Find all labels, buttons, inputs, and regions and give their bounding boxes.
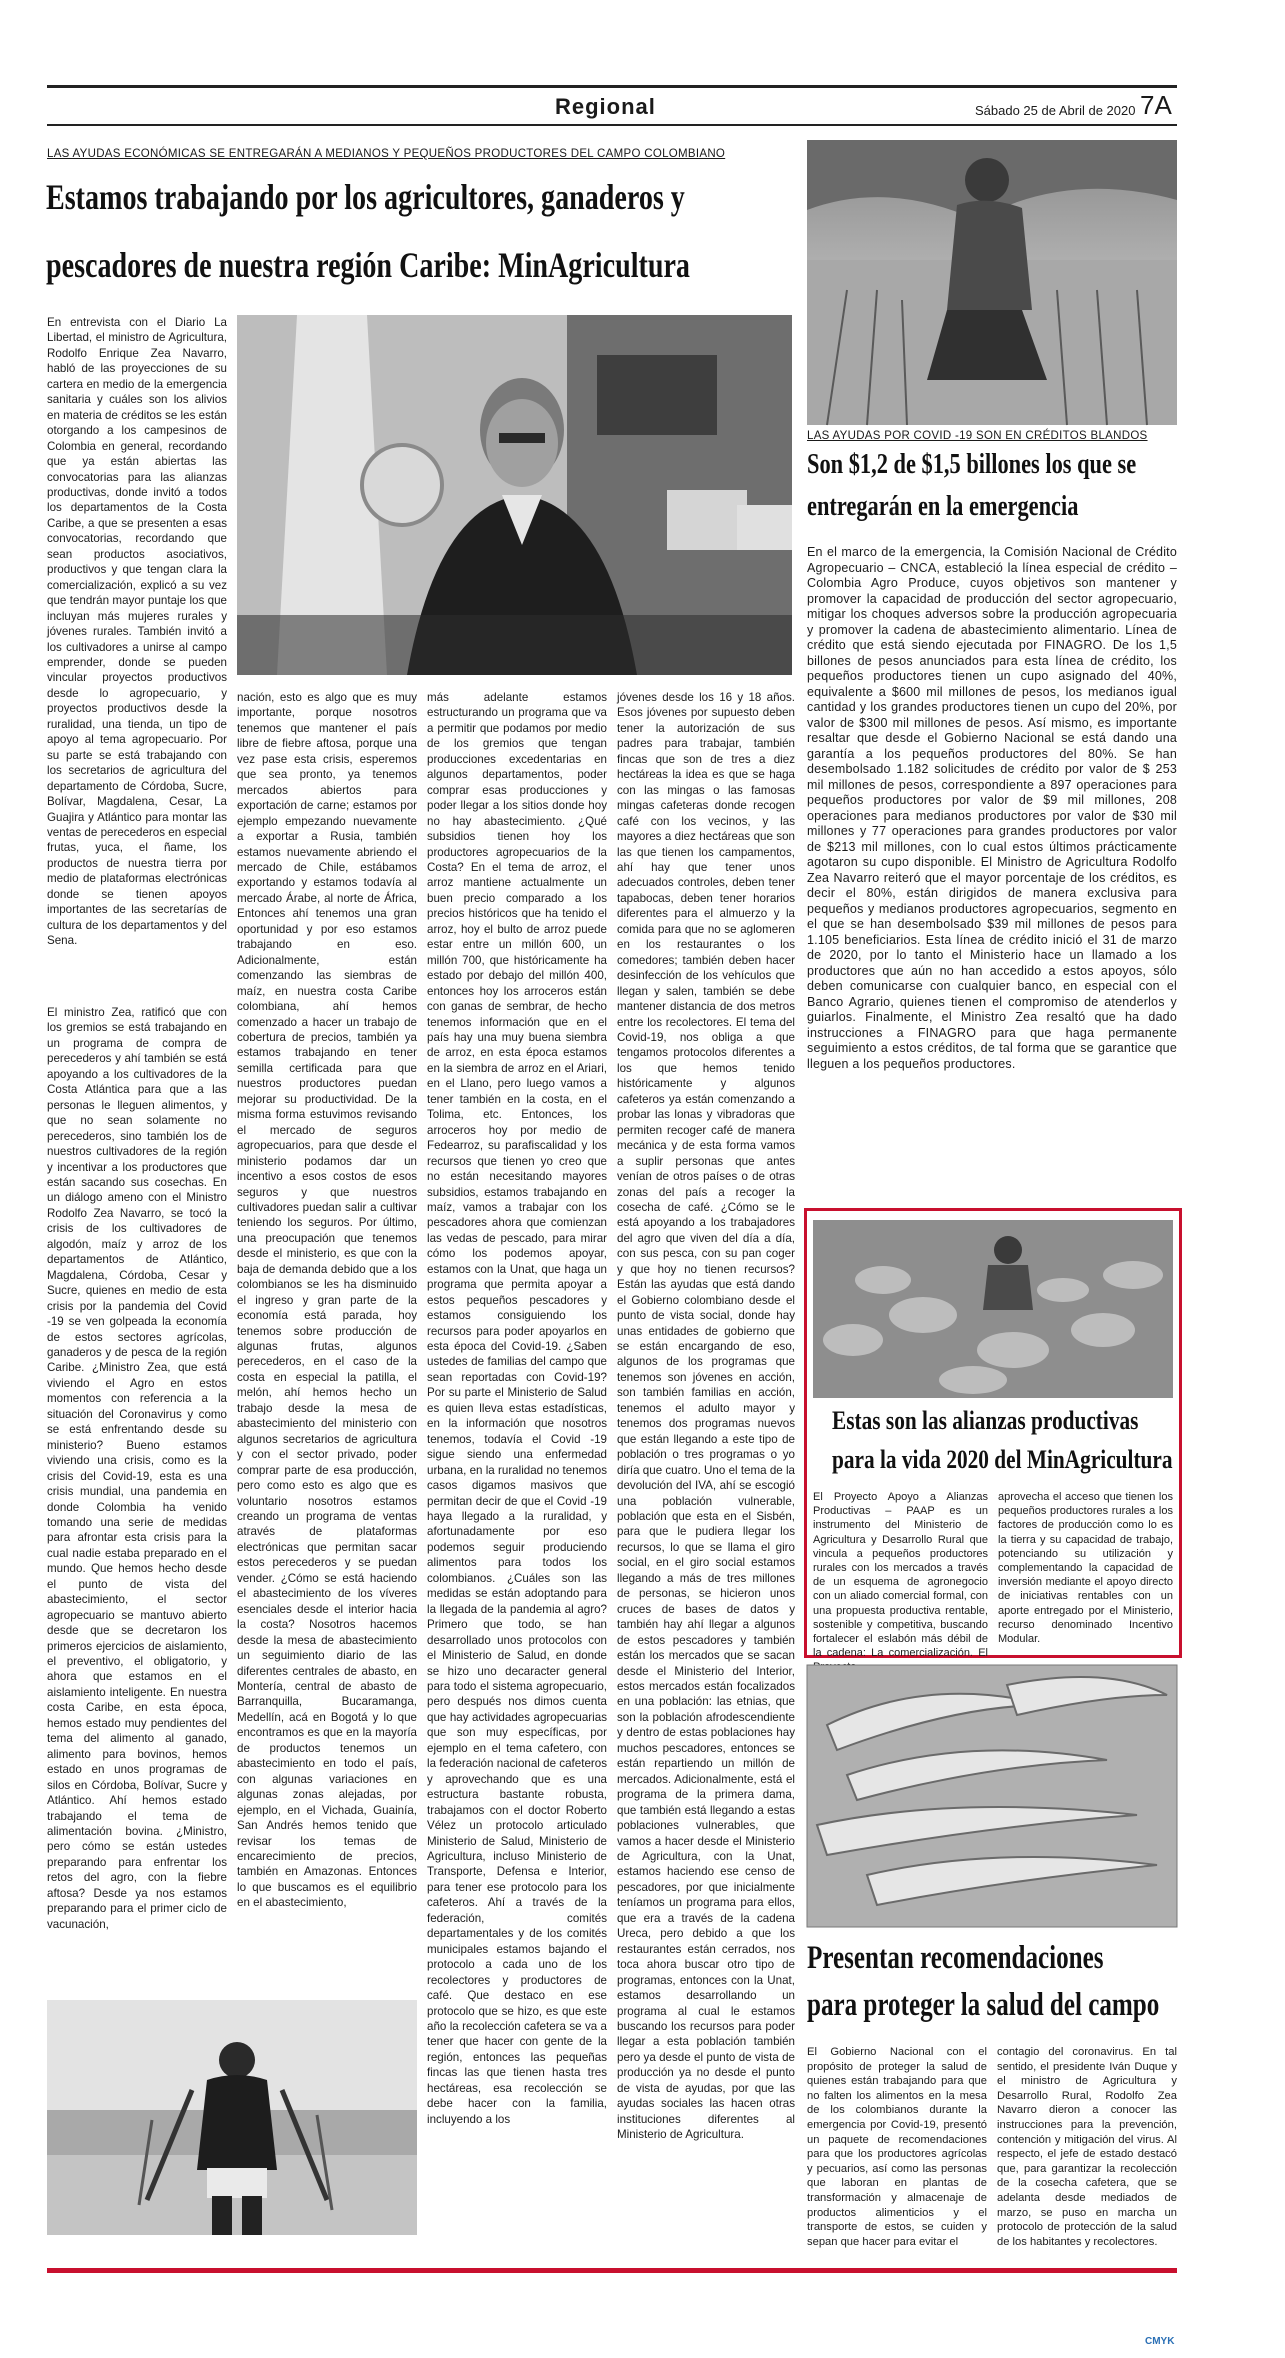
bananas-photo (807, 1665, 1177, 1927)
cmyk-marks: CMYK (1145, 2336, 1175, 2347)
story4-headline-line1: Presentan recomendaciones (807, 1940, 1104, 1976)
story4-headline-line2: para proteger la salud del campo (807, 1987, 1160, 2023)
story3-col1: El Proyecto Apoyo a Alianzas Productivas – PAAP es un instrumento del Ministerio de Agricultura y Desarrollo Rural que vincula a pequeños productores rurales con los mercados a través de un esquema de agronegocio con un aliado comercial formal, con una propuesta productiva rentable, sostenible y competitiva, buscando fortalecer el eslabón más débil de la cadena: La comercialización. El (813, 1491, 988, 1660)
top-rule (47, 85, 1177, 88)
story4-col1: El Gobierno Nacional con el propósito de proteger la salud de quienes están trabajando para que no falten los alimentos en la mesa de los colombianos durante la emergencia por Covid-19, presentó un paquete de recomendaciones para que los productores agrícolas y pecuarios, así como las personas que laboran en plantas de transformación y almacenaje de productos alimenticios y el transporte de estos, se cuiden y sepan que hacer para evitar el (807, 2046, 987, 2248)
issue-date: Sábado 25 de Abril de 2020 (975, 103, 1136, 118)
crops-photo (813, 1220, 1173, 1398)
main-headline-line2: pescadores de nuestra región Caribe: MinAgricultura (46, 245, 690, 285)
story2-headline-line1: Son $1,2 de $1,5 billones los que se (807, 449, 1137, 480)
story2-kicker: LAS AYUDAS POR COVID -19 SON EN CRÉDITOS BLANDOS (807, 430, 1148, 442)
main-col2: nación, esto es algo que es muy importante, porque nosotros tenemos que mantener el país libre de fiebre aftosa, porque una vez pase esta crisis, esperemos que sea pronto, ya tenemos mercados abiertos para exportación de carne; estamos por ejemplo empezando nuevamente a exportar a Rusia, también estamos nuevamente abriendo el mercado de Chile, estábamos exportando y estamos todavía al mercado Árabe, al norte de África, Entonces ahí tenemos una gran oportunidad y por eso estamos trabajando en eso. Adicionalmente, están comenzando las siembras de maíz, en nuestra costa Caribe colombiana, ahí hemos comenzado a hacer un trabajo de cobertura de precios, también ya estamos trabajando en tener semilla certificada para que nuestros productores puedan mejorar su productividad. De la misma forma estuvimos revisando el mercado de seguros agropecuarios, para que desde el ministerio podamos dar un incentivo a esos costos de esos seguros y que nuestros cultivadores puedan salir a cultivar teniendo los seguros. Por último, una preocupación que tenemos desde el ministerio, es que con la baja de demanda debido que a los colombianos se les ha disminuido el ingreso y gran parte de la economía está parada, hoy tenemos sobre producción de algunas frutas, algunos perecederos, en el caso de la costa en especial la patilla, el melón, ahí hemos hecho un trabajo desde la mesa de abastecimiento del ministerio con algunos secretarios de agricultura y con el sector privado, poder comprar parte de esa producción, pero como esto es algo que es voluntario nosotros estamos creando un programa de ventas através de plataformas electrónicas que permitan sacar estos perecederos y se puedan vender. ¿Cómo se está haciendo el abastecimiento de los víveres esenciales desde el interior hacia la costa? Nosotros hacemos desde la mesa de abastecimiento un seguimiento diario de las diferentes centrales de abasto, en Montería, central de abasto de Barranquilla, Bucaramanga, Medellín, acá en Bogotá y lo que encontramos es que en la mayoría de productos tenemos un abastecimiento en todo el país, con algunas variaciones en algunas zonas alejadas, por ejemplo, en el Vichada, Guainía, San Andrés hemos tenido que revisar los temas de encarecimiento de precios, también en Amazonas. Entonces lo que buscamos es el equilibrio en el abastecimiento, (237, 691, 417, 1910)
farmer-woman-photo (807, 140, 1177, 425)
main-kicker: LAS AYUDAS ECONÓMICAS SE ENTREGARÁN A MEDIANOS Y PEQUEÑOS PRODUCTORES DEL CAMPO COLOMBIANO (47, 148, 726, 160)
minister-photo (237, 315, 792, 675)
story2-body: En el marco de la emergencia, la Comisión Nacional de Crédito Agropecuario – CNCA, estableció la línea especial de crédito – Colombia Agro Produce, cuyos objetivos son mantener y promover la capacidad de producción del sector agropecuario, mitigar los choques adversos sobre la producción agropecuaria y promover la cadena de abastecimiento alimentario. Línea de crédito que está siendo ejecutada por FINAGRO. De los 1,5 billones de pesos anunciados para esta línea de crédito, los pequeños productores tienen un cupo asignado del 40%, equivalente a $600 mil millones de pesos, los medianos igual cantidad y los grandes productores tienen un cupo del 20%, por valor de $300 mil millones de pesos. Así mismo, es importante resaltar que desde el Gobierno Nacional se está dando una garantía a los pequeños productores del 80%. Se han desembolsado 1.182 solicitudes de crédito por valor de $ 253 mil millones de pesos, correspondiente a 897 operaciones para pequeños productores por valor de $9 mil millones, 208 operaciones para medianos productores por valor de $30 mil millones y 77 operaciones para grandes productores por valor de $213 mil millones, con lo cual estos últimos prácticamente agotaron su cupo disponible. El Ministro de Agricultura Rodolfo Zea Navarro reiteró que el mayor porcentaje de los créditos, es decir el 80%, están dirigidos de manera exclusiva para pequeños y medianos productores agropecuarios, segmento en el que se han desembolsado $39 mil millones de pesos para 1.105 beneficiarios. Esta línea de crédito inició el 31 de marzo de 2020, por lo tanto el Ministerio hace un llamado a los productores que aún no han accedido a estos apoyos, sólo deben comunicarse con cualquier banco, en especial con el Banco Agrario, quienes tienen el compromiso de atenderlos y guiarlos. Finalmente, el Ministro Zea resaltó que ha dado instrucciones a FINAGRO para que haga permanente seguimiento a estos créditos, de tal forma que se garantice que lleguen a los pequeños productores. (807, 545, 1177, 1071)
page-number: 7A (1140, 90, 1172, 120)
footer-red-rule (47, 2268, 1177, 2273)
main-col1-top: En entrevista con el Diario La Libertad, el ministro de Agricultura, Rodolfo Enrique Zea Navarro, habló de las proyecciones de su cartera en medio de la emergencia sanitaria y cuáles son los alivios en materia de créditos se les están otorgando a los campesinos de Colombia en general, recordando que ya están abiertas las convocatorias para las alianzas productivas, donde invitó a todos los departamentos de la Costa Caribe, a que se presenten a esas convocatorias, recordando que sean productos asociativos, productivos y que tengan clara la comercialización, explicó a su vez que tendrán mayor puntaje los que incluyan más mujeres rurales y jóvenes rurales. También invitó a los cultivadores a unirse al campo emprender, donde se pueden vincular proyectos productivos desde lo agropecuario, y proyectos productivos desde la ruralidad, una tienda, un tipo de apoyo al tema agropecuario. Por su parte se está trabajando con los secretarios de agricultura del departamento de Córdoba, Sucre, Bolívar, Magdalena, Cesar, La Guajira y Atlántico para montar las ventas de perecederos en especial frutas, yuca, el ñame, los productos de nuestra tierra por medio de plataformas electrónicas donde se tienen apoyos importantes de las secretarías de cultura de los departamentos y del Sena. (47, 316, 227, 948)
story3-headline-line1: Estas son las alianzas productivas (832, 1406, 1139, 1435)
fisherman-photo (47, 2000, 417, 2235)
masthead-rule (47, 124, 1177, 126)
main-col4: jóvenes desde los 16 y 18 años. Esos jóvenes por supuesto deben tener la autorización de sus padres para trabajar, también fincas que son de tres a diez hectáreas la idea es que se haga con las mingas o las famosas mingas cafeteras donde recogen café con los vecinos, y las mayores a diez hectáreas que son las que tienen los campamentos, ahí hay que tener unos adecuados controles, deben tener tapabocas, deben tener horarios diferentes para el almuerzo y la comida para que no se aglomeren en los restaurantes o los comedores; también deben hacer desinfección de los vehículos que llegan y salen, también se debe mantener distancia de dos metros entre los recolectores. El tema del Covid-19, nos obliga a que tengamos protocolos diferentes a los que hemos tenido históricamente y algunos cafeteros ya están comenzando a probar las lonas y vibradoras que permiten recoger café de manera mecánica y de esta forma vamos a suplir personas que antes venían de otros países o de otras zonas del país a recoger la cosecha de café. ¿Cómo se le está apoyando a los trabajadores del agro que viven del día a día, con sus pesca, con su pan coger y que hoy no tienen recursos? Están las ayudas que está dando el Gobierno colombiano desde el punto de vista social, donde hay unas entidades de gobierno que se están encargando de eso, algunos de los programas que tenemos son jóvenes en acción, son también familias en acción, tenemos el adulto mayor y tenemos dos programas nuevos que están llegando a este tipo de población o tres programas o yo diría que cuatro. Uno el tema de la devolución del IVA, ahí se escogió una población vulnerable, población que esta en el Sisbén, para que le pudiera llegar los recursos, lo que se llama el giro social, en el giro social estamos llegando a más de tres millones de personas, se hicieron unos cruces de bases de datos y también hay ahí llegar a algunos de estos pescadores y también están los mercados que se sacan desde el Ministerio del Interior, estos mercados están focalizados en una población: las etnias, que son la población afrodescendiente y dentro de estas poblaciones hay muchos pescadores, entonces se están repartiendo un millón de mercados. Adicionalmente, está el programa de la primera dama, que también está llegando a estas poblaciones vulnerables, que vamos a hacer desde el Ministerio de Agricultura, con la Unat, estamos haciendo ese censo de pescadores, por que inicialmente teníamos un programa para ellos, que era a través de la cadena Ureca, pero debido a que los restaurantes están cerrados, nos toca ahora buscar otro tipo de programas, entonces con la Unat, estamos desarrollando un programa al cual le estamos buscando los recursos para poder llegar a esta población también pero ya desde el punto de vista de producción ya no desde el punto de vista de ayudas, por que las ayudas sociales las hacen otras instituciones diferentes al Ministerio de Agricultura. (617, 691, 795, 2142)
section-name: Regional (555, 94, 656, 119)
story4-col2: contagio del coronavirus. En tal sentido, el presidente Iván Duque y el ministro de Agricultura y Desarrollo Rural, Rodolfo Zea Navarro dieron a conocer las instrucciones para la prevención, contención y mitigación del virus. Al respecto, el jefe de estado destacó que, para garantizar la recolección de la cosecha cafetera, que se adelanta desde mediados de marzo, se puso en marcha un protocolo de protección de la salud de los habitantes y recolectores. (997, 2046, 1177, 2248)
main-col3: más adelante estamos estructurando un programa que va a permitir que podamos por medio de los gremios que tengan producciones excedentarias en algunos departamentos, poder comprar esas producciones y poder llegar a los sitios donde hoy no hay abastecimiento. ¿Qué subsidios tienen hoy los productores agropecuarios de la Costa? En el tema de arroz, el arroz mantiene actualmente un buen precio comparado a los precios históricos que ha tenido el arroz, hoy el bulto de arroz puede estar entre un millón 600, un millón 700, que históricamente ha estado por debajo del millón 400, entonces hoy los arroceros están con ganas de sembrar, de hecho tenemos información que en el país hay una muy buena siembra de arroz, en esta época estamos en la siembra de arroz en el Ariari, en el Llano, pero luego vamos a tener también en la costa, en el Tolima, etc. Entonces, los arroceros hoy por medio de Fedearroz, su parafiscalidad y los recursos que tienen yo creo que no están necesitando mayores subsidios, estamos trabajando en maíz, vamos a trabajar con los pescadores ahora que comienzan las vedas de pescado, para mirar cómo los podemos apoyar, estamos con la Unat, que haga un programa que permita apoyar a estos pequeños pescadores y estamos consiguiendo los recursos para poder apoyarlos en esta época del Covid-19. ¿Saben ustedes de familias del campo que sean reportadas con Covid-19? Por su parte el Ministerio de Salud es quien lleva estas estadísticas, en la información que nosotros tenemos, todavía el Covid -19 sigue siendo una enfermedad urbana, en la ruralidad no tenemos casos digamos masivos que permitan decir de que el Covid -19 haya llegado a la ruralidad, y afortunadamente por eso podemos seguir produciendo alimentos para todos los colombianos. ¿Cuáles son las medidas se están adoptando para la llegada de la pandemia al agro? Primero que todo, se han desarrollado unos protocolos con el Ministerio de Salud, en donde se hizo uno decaracter general para todo el sistema agropecuario, pero después nos dimos cuenta que hay actividades agropecuarias que son muy específicas, por ejemplo en el tema cafetero, con la federación nacional de cafeteros y aprovechando que es una estructura bastante robusta, trabajamos con el doctor Roberto Vélez un protocolo articulado Ministerio de Salud, Ministerio de Agricultura, incluso Ministerio de Transporte, Defensa e Interior, para tener ese protocolo para los cafeteros. Ahí a través de la federación, comités departamentales y de los comités municipales estamos bajando el protocolo a cada uno de los recolectores y productores de café. Que destaco en ese protocolo que se hizo, es que este año la recolección cafetera se va a tener que hacer con gente de la región, entonces las pequeñas fincas las que tienen hasta tres hectáreas, esa recolección se debe hacer con la familia, incluyendo a los (427, 691, 607, 2126)
main-col1-bottom: El ministro Zea, ratificó que con los gremios se está trabajando en un programa de compra de perecederos y ahí también se está apoyando a los cultivadores de la Costa Atlántica para que a las personas le lleguen alimentos, y que no sean solamente no perecederos, sino también los de nuestros cultivadores de la región y incentivar a los productores que están sacando sus cosechas. En un diálogo ameno con el Ministro Rodolfo Zea Navarro, se tocó la crisis de los cultivadores de algodón, maíz y arroz de los departamentos de Atlántico, Magdalena, Córdoba, Cesar y Sucre, quienes en medio de esta crisis por la pandemia del Covid -19 se ven golpeada la economía de estos sectores agrícolas, ganaderos y de pesca de la región Caribe. ¿Ministro Zea, que está viviendo el Agro en estos momentos con referencia a la situación del Coronavirus y como se está enfrentando desde su ministerio? Bueno estamos viviendo una crisis, como es la crisis del Covid-19, esta es una crisis mundial, una pandemia en donde Colombia ha venido tomando una serie de medidas para afrontar esta crisis para la cual nadie estaba preparado en el mundo. Que hemos hecho desde el punto de vista del abastecimiento, el sector agropecuario se mantuvo abierto desde que se decretaron los primeros ejercicios de aislamiento, el preventivo, el obligatorio, y ahora que estamos en el aislamiento inteligente. En nuestra costa Caribe, en esta época, hemos estado muy pendientes del tema del alimento al ganado, alimento para bovinos, hemos estado en unos programas de silos en Córdoba, Bolívar, Sucre y Atlántico. Ahí hemos estado trabajando el tema de alimentación bovina. ¿Ministro, pero cómo se están ustedes preparando para enfrentar los retos del agro, con la fiebre aftosa? Desde ya nos estamos preparando para el primer ciclo de vacunación, (47, 1006, 227, 1931)
main-headline-line1: Estamos trabajando por los agricultores, ganaderos y (46, 177, 685, 217)
story3-headline-line2: para la vida 2020 del MinAgricultura (832, 1445, 1173, 1474)
story2-headline-line2: entregarán en la emergencia (807, 491, 1079, 522)
story3-col2: aprovecha el acceso que tienen los pequeños productores rurales a los factores de producción como lo es la tierra y su capacidad de trabajo, potenciando su utilización y complementando la capacidad de inversión mediante el apoyo directo de iniciativas rentables con un aporte entregado por el Ministerio, recurso denominado Incentivo Modular. (998, 1491, 1173, 1646)
